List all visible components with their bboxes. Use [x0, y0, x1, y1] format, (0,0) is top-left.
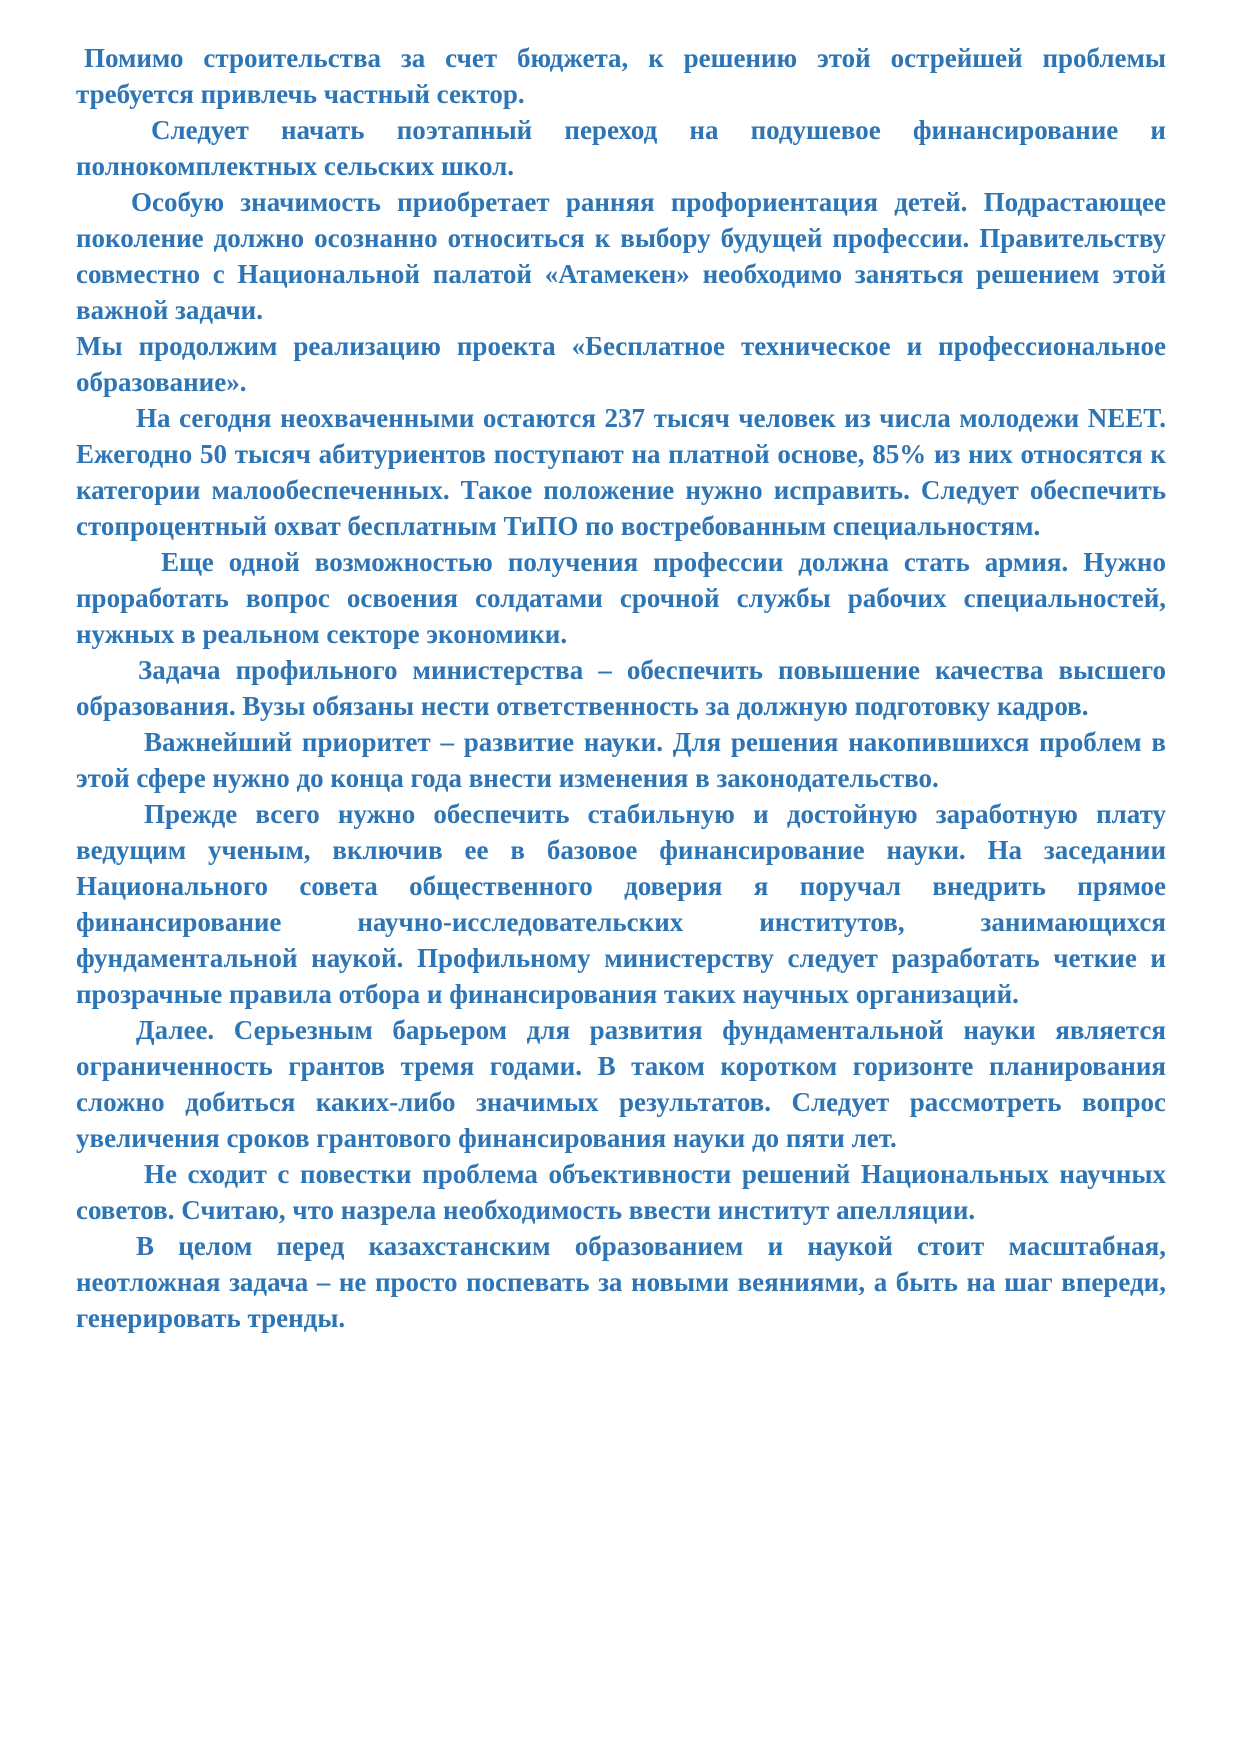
paragraph-scientist-salaries: Прежде всего нужно обеспечить стабильную и достойную заработную плату ведущим ученым, включив ее в базовое финансирование науки. На заседании Национального совета общественного доверия я поручал внедрить прямое финансирование научно-исследовательских институтов, занимающихся фундаментальной наукой. Профильному министерству следует разработать четкие и прозрачные правила отбора и финансирования таких научных организаций. — [76, 799, 1166, 1009]
paragraph-private-sector: Помимо строительства за счет бюджета, к решению этой острейшей проблемы требуется привлечь частный сектор. — [76, 43, 1166, 109]
paragraph-higher-education-quality: Задача профильного министерства – обеспечить повышение качества высшего образования. Вузы обязаны нести ответственность за должную подготовку кадров. — [76, 655, 1166, 721]
paragraph-neet-youth: На сегодня неохваченными остаются 237 тысяч человек из числа молодежи NEET. Ежегодно 50 тысяч абитуриентов поступают на платной основе, 85% из них относятся к категории малообеспеченных. Такое положение нужно исправить. Следует обеспечить стопроцентный охват бесплатным ТиПО по востребованным специальностям. — [76, 403, 1166, 541]
paragraph-per-capita-funding: Следует начать поэтапный переход на подушевое финансирование и полнокомплектных сельских школ. — [76, 115, 1166, 181]
paragraph-science-priority: Важнейший приоритет – развитие науки. Для решения накопившихся проблем в этой сфере нужно до конца года внести изменения в законодательство. — [76, 727, 1166, 793]
paragraph-free-vocational-education: Мы продолжим реализацию проекта «Бесплатное техническое и профессиональное образование». — [76, 331, 1166, 397]
paragraph-army-professions: Еще одной возможностью получения профессии должна стать армия. Нужно проработать вопрос освоения солдатами срочной службы рабочих специальностей, нужных в реальном секторе экономики. — [76, 547, 1166, 649]
paragraph-conclusion: В целом перед казахстанским образованием и наукой стоит масштабная, неотложная задача – не просто поспевать за новыми веяниями, а быть на шаг впереди, генерировать тренды. — [76, 1231, 1166, 1333]
document-body — [76, 40, 1166, 1336]
paragraph-grant-duration: Далее. Серьезным барьером для развития фундаментальной науки является ограниченность грантов тремя годами. В таком коротком горизонте планирования сложно добиться каких-либо значимых результатов. Следует рассмотреть вопрос увеличения сроков грантового финансирования науки до пяти лет. — [76, 1015, 1166, 1153]
paragraph-appeal-institute: Не сходит с повестки проблема объективности решений Национальных научных советов. Считаю, что назрела необходимость ввести институт апелляции. — [76, 1159, 1166, 1225]
paragraph-career-guidance: Особую значимость приобретает ранняя профориентация детей. Подрастающее поколение должно осознанно относиться к выбору будущей профессии. Правительству совместно с Национальной палатой «Атамекен» необходимо заняться решением этой важной задачи. — [76, 187, 1166, 325]
